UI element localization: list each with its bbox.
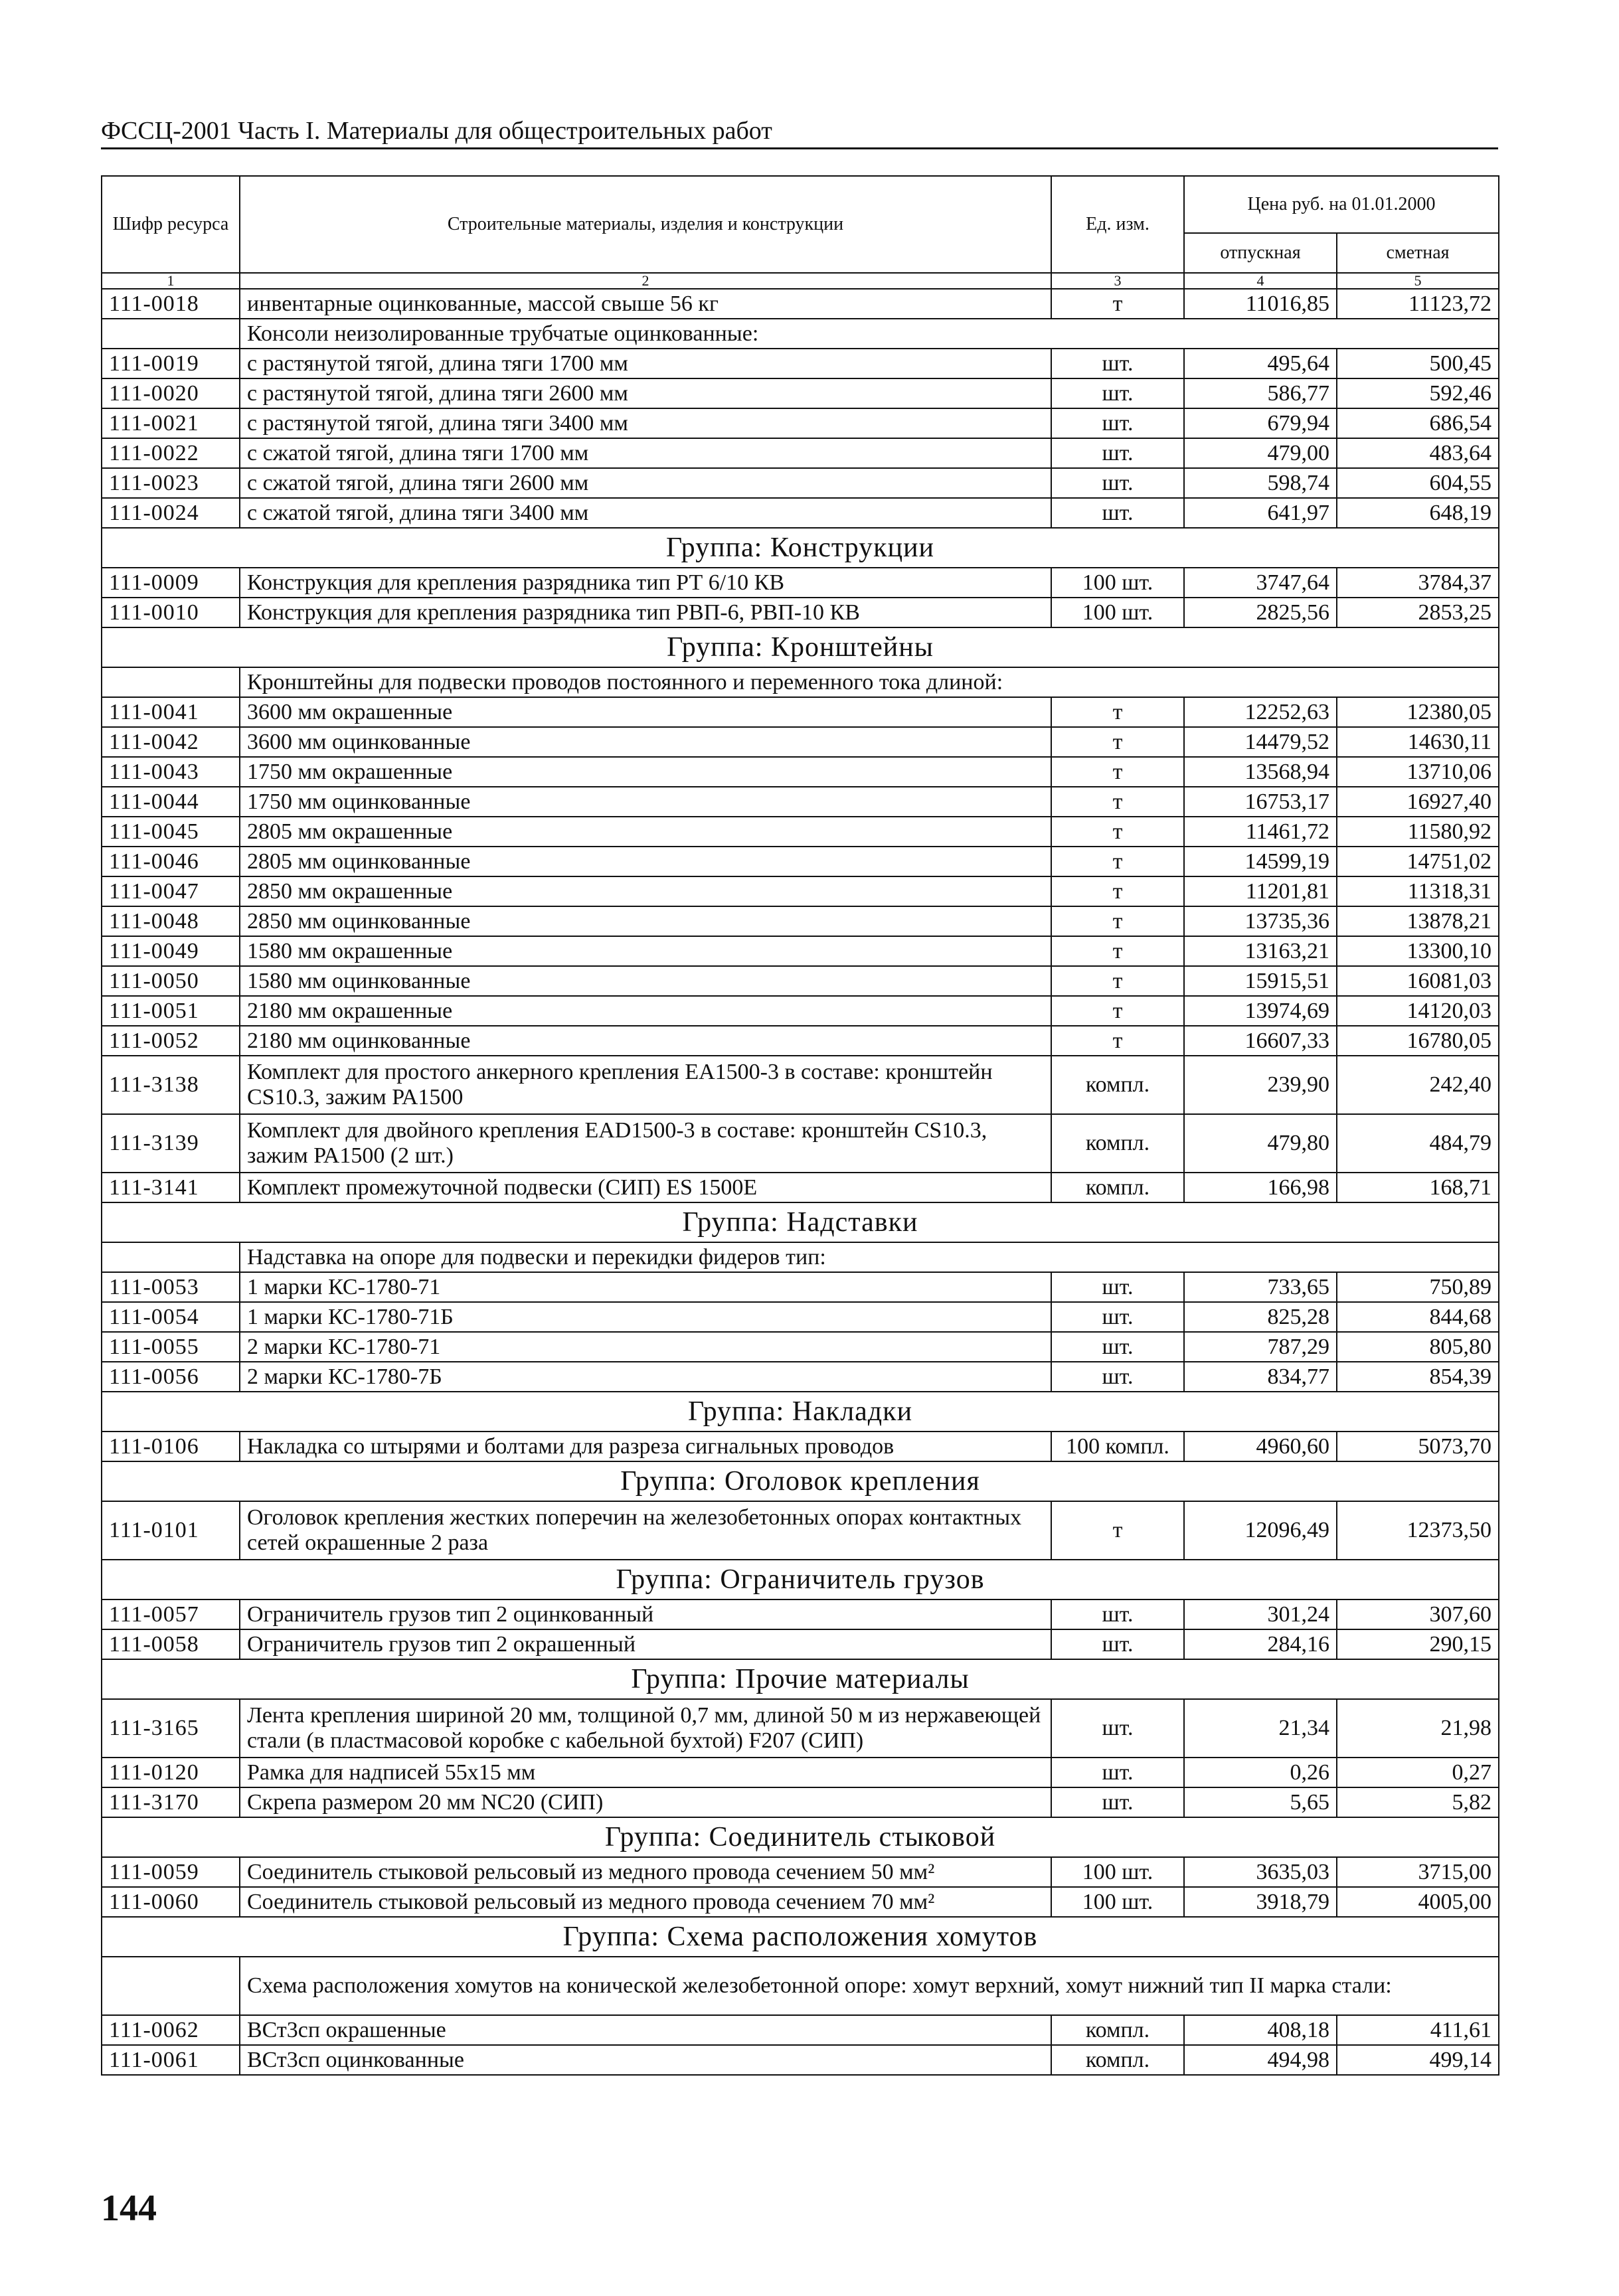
resource-code: 111-0051: [102, 996, 240, 1026]
table-row: [102, 1302, 1499, 1332]
item-name: 1580 мм окрашенные: [240, 936, 1051, 966]
header-name: Строительные материалы, изделия и конструкции: [240, 176, 1051, 273]
release-price: 11201,81: [1184, 876, 1337, 906]
release-price: 834,77: [1184, 1362, 1337, 1392]
group-heading-row: [102, 1817, 1499, 1857]
resource-code: 111-0020: [102, 378, 240, 408]
resource-code: 111-0055: [102, 1332, 240, 1362]
resource-code: 111-0101: [102, 1501, 240, 1560]
unit-of-measure: шт.: [1051, 1332, 1184, 1362]
estimate-price: 854,39: [1337, 1362, 1499, 1392]
table-row: [102, 408, 1499, 438]
unit-of-measure: т: [1051, 757, 1184, 787]
column-number: 1: [102, 273, 240, 289]
release-price: 598,74: [1184, 468, 1337, 498]
release-price: 2825,56: [1184, 598, 1337, 627]
item-name: Ограничитель грузов тип 2 окрашенный: [240, 1629, 1051, 1659]
unit-of-measure: т: [1051, 936, 1184, 966]
table-row: [102, 936, 1499, 966]
resource-code: 111-0057: [102, 1599, 240, 1629]
group-heading: Группа: Надставки: [102, 1202, 1499, 1242]
release-price: 586,77: [1184, 378, 1337, 408]
item-name: 2805 мм оцинкованные: [240, 847, 1051, 876]
resource-code: 111-0019: [102, 349, 240, 378]
estimate-price: 12373,50: [1337, 1501, 1499, 1560]
table-row: [102, 787, 1499, 817]
estimate-price: 500,45: [1337, 349, 1499, 378]
item-name: с сжатой тягой, длина тяги 2600 мм: [240, 468, 1051, 498]
table-row: [102, 289, 1499, 319]
resource-code: 111-0058: [102, 1629, 240, 1659]
table-row: [102, 1787, 1499, 1817]
subheading-row: [102, 319, 1499, 349]
estimate-price: 11580,92: [1337, 817, 1499, 847]
unit-of-measure: 100 шт.: [1051, 1887, 1184, 1917]
unit-of-measure: т: [1051, 697, 1184, 727]
estimate-price: 5,82: [1337, 1787, 1499, 1817]
estimate-price: 13300,10: [1337, 936, 1499, 966]
column-number: 5: [1337, 273, 1499, 289]
table-row: [102, 1758, 1499, 1787]
estimate-price: 11318,31: [1337, 876, 1499, 906]
unit-of-measure: шт.: [1051, 1699, 1184, 1758]
estimate-price: 686,54: [1337, 408, 1499, 438]
unit-of-measure: шт.: [1051, 498, 1184, 528]
estimate-price: 2853,25: [1337, 598, 1499, 627]
unit-of-measure: т: [1051, 876, 1184, 906]
table-row: [102, 876, 1499, 906]
resource-code: 111-3138: [102, 1056, 240, 1114]
table-row: [102, 1699, 1499, 1758]
item-name: Рамка для надписей 55х15 мм: [240, 1758, 1051, 1787]
release-price: 16607,33: [1184, 1026, 1337, 1056]
table-row: [102, 727, 1499, 757]
release-price: 733,65: [1184, 1272, 1337, 1302]
unit-of-measure: 100 шт.: [1051, 568, 1184, 598]
group-heading: Группа: Конструкции: [102, 528, 1499, 568]
table-row: [102, 2015, 1499, 2045]
price-table: [101, 175, 1499, 2076]
release-price: 11461,72: [1184, 817, 1337, 847]
table-row: [102, 1173, 1499, 1202]
unit-of-measure: т: [1051, 787, 1184, 817]
table-row: [102, 2045, 1499, 2075]
estimate-price: 483,64: [1337, 438, 1499, 468]
estimate-price: 168,71: [1337, 1173, 1499, 1202]
item-name: с сжатой тягой, длина тяги 3400 мм: [240, 498, 1051, 528]
group-heading-row: [102, 1392, 1499, 1432]
item-name: 2 марки КС-1780-71: [240, 1332, 1051, 1362]
item-name: с растянутой тягой, длина тяги 1700 мм: [240, 349, 1051, 378]
resource-code: 111-0059: [102, 1857, 240, 1887]
unit-of-measure: шт.: [1051, 1758, 1184, 1787]
item-name: Соединитель стыковой рельсовый из медного провода сечением 50 мм²: [240, 1857, 1051, 1887]
estimate-price: 21,98: [1337, 1699, 1499, 1758]
group-heading-row: [102, 1659, 1499, 1699]
table-row: [102, 468, 1499, 498]
unit-of-measure: шт.: [1051, 438, 1184, 468]
resource-code: 111-0047: [102, 876, 240, 906]
estimate-price: 14751,02: [1337, 847, 1499, 876]
group-heading-row: [102, 1461, 1499, 1501]
estimate-price: 12380,05: [1337, 697, 1499, 727]
unit-of-measure: шт.: [1051, 1362, 1184, 1392]
table-row: [102, 1887, 1499, 1917]
estimate-price: 844,68: [1337, 1302, 1499, 1332]
column-number: 4: [1184, 273, 1337, 289]
unit-of-measure: т: [1051, 1026, 1184, 1056]
group-heading: Группа: Накладки: [102, 1392, 1499, 1432]
item-name: 1 марки КС-1780-71: [240, 1272, 1051, 1302]
estimate-price: 592,46: [1337, 378, 1499, 408]
table-row: [102, 1362, 1499, 1392]
unit-of-measure: компл.: [1051, 2045, 1184, 2075]
group-heading-row: [102, 627, 1499, 667]
resource-code: 111-0049: [102, 936, 240, 966]
estimate-price: 484,79: [1337, 1114, 1499, 1173]
unit-of-measure: шт.: [1051, 408, 1184, 438]
resource-code: 111-0050: [102, 966, 240, 996]
estimate-price: 14120,03: [1337, 996, 1499, 1026]
release-price: 4960,60: [1184, 1432, 1337, 1461]
group-heading: Группа: Кронштейны: [102, 627, 1499, 667]
unit-of-measure: шт.: [1051, 1629, 1184, 1659]
unit-of-measure: шт.: [1051, 1302, 1184, 1332]
unit-of-measure: шт.: [1051, 468, 1184, 498]
group-heading: Группа: Схема расположения хомутов: [102, 1917, 1499, 1957]
table-row: [102, 378, 1499, 408]
column-number: 2: [240, 273, 1051, 289]
release-price: 408,18: [1184, 2015, 1337, 2045]
resource-code: 111-0054: [102, 1302, 240, 1332]
resource-code: 111-0042: [102, 727, 240, 757]
resource-code: 111-0024: [102, 498, 240, 528]
estimate-price: 13878,21: [1337, 906, 1499, 936]
release-price: 0,26: [1184, 1758, 1337, 1787]
item-name: 2850 мм окрашенные: [240, 876, 1051, 906]
estimate-price: 5073,70: [1337, 1432, 1499, 1461]
table-row: [102, 1332, 1499, 1362]
release-price: 11016,85: [1184, 289, 1337, 319]
item-name: Ограничитель грузов тип 2 оцинкованный: [240, 1599, 1051, 1629]
unit-of-measure: т: [1051, 906, 1184, 936]
group-heading-row: [102, 1917, 1499, 1957]
header-code: Шифр ресурса: [102, 176, 240, 273]
item-name: с сжатой тягой, длина тяги 1700 мм: [240, 438, 1051, 468]
release-price: 494,98: [1184, 2045, 1337, 2075]
item-name: 1 марки КС-1780-71Б: [240, 1302, 1051, 1332]
document-header: ФССЦ-2001 Часть I. Материалы для общестроительных работ: [101, 116, 1498, 149]
release-price: 284,16: [1184, 1629, 1337, 1659]
unit-of-measure: т: [1051, 727, 1184, 757]
unit-of-measure: 100 шт.: [1051, 598, 1184, 627]
unit-of-measure: т: [1051, 817, 1184, 847]
unit-of-measure: шт.: [1051, 1272, 1184, 1302]
release-price: 13568,94: [1184, 757, 1337, 787]
unit-of-measure: т: [1051, 847, 1184, 876]
item-name: Скрепа размером 20 мм NC20 (СИП): [240, 1787, 1051, 1817]
estimate-price: 648,19: [1337, 498, 1499, 528]
estimate-price: 13710,06: [1337, 757, 1499, 787]
item-name: 2180 мм оцинкованные: [240, 1026, 1051, 1056]
table-row: [102, 1026, 1499, 1056]
resource-code: 111-3165: [102, 1699, 240, 1758]
item-name: с растянутой тягой, длина тяги 2600 мм: [240, 378, 1051, 408]
table-row: [102, 1599, 1499, 1629]
resource-code: 111-0010: [102, 598, 240, 627]
item-name: Комплект промежуточной подвески (СИП) ES 1500E: [240, 1173, 1051, 1202]
item-name: Накладка со штырями и болтами для разреза сигнальных проводов: [240, 1432, 1051, 1461]
estimate-price: 16927,40: [1337, 787, 1499, 817]
resource-code: 111-0061: [102, 2045, 240, 2075]
table-row: [102, 598, 1499, 627]
subheading-text: Надставка на опоре для подвески и перекидки фидеров тип:: [240, 1242, 1499, 1272]
release-price: 166,98: [1184, 1173, 1337, 1202]
estimate-price: 0,27: [1337, 1758, 1499, 1787]
item-name: 1580 мм оцинкованные: [240, 966, 1051, 996]
release-price: 14479,52: [1184, 727, 1337, 757]
item-name: Конструкция для крепления разрядника тип РВП-6, РВП-10 КВ: [240, 598, 1051, 627]
estimate-price: 499,14: [1337, 2045, 1499, 2075]
release-price: 13735,36: [1184, 906, 1337, 936]
subheading-row: [102, 667, 1499, 697]
estimate-price: 242,40: [1337, 1056, 1499, 1114]
resource-code: 111-0046: [102, 847, 240, 876]
table-row: [102, 1056, 1499, 1114]
resource-code: 111-0009: [102, 568, 240, 598]
group-heading: Группа: Соединитель стыковой: [102, 1817, 1499, 1857]
resource-code: 111-0045: [102, 817, 240, 847]
resource-code: 111-0052: [102, 1026, 240, 1056]
estimate-price: 14630,11: [1337, 727, 1499, 757]
resource-code: 111-0056: [102, 1362, 240, 1392]
item-name: Комплект для простого анкерного крепления ЕА1500-3 в составе: кронштейн CS10.3, зажим РА1500: [240, 1056, 1051, 1114]
header-release-price: отпускная: [1184, 233, 1337, 273]
group-heading-row: [102, 1560, 1499, 1599]
estimate-price: 11123,72: [1337, 289, 1499, 319]
resource-code: 111-0041: [102, 697, 240, 727]
group-heading-row: [102, 1202, 1499, 1242]
table-row: [102, 757, 1499, 787]
release-price: 21,34: [1184, 1699, 1337, 1758]
item-name: с растянутой тягой, длина тяги 3400 мм: [240, 408, 1051, 438]
estimate-price: 411,61: [1337, 2015, 1499, 2045]
unit-of-measure: шт.: [1051, 349, 1184, 378]
subheading-text: Консоли неизолированные трубчатые оцинкованные:: [240, 319, 1499, 349]
table-row: [102, 1432, 1499, 1461]
table-row: [102, 847, 1499, 876]
item-name: Комплект для двойного крепления EAD1500-3 в составе: кронштейн CS10.3, зажим РА1500 (2 шт.): [240, 1114, 1051, 1173]
unit-of-measure: компл.: [1051, 1056, 1184, 1114]
table-row: [102, 498, 1499, 528]
empty-code-cell: [102, 1957, 240, 2015]
resource-code: 111-0048: [102, 906, 240, 936]
table-row: [102, 349, 1499, 378]
table-row: [102, 966, 1499, 996]
release-price: 12096,49: [1184, 1501, 1337, 1560]
item-name: Лента крепления шириной 20 мм, толщиной 0,7 мм, длиной 50 м из нержавеющей стали (в пластмасовой коробке с кабельной бухтой) F207 (СИП): [240, 1699, 1051, 1758]
release-price: 15915,51: [1184, 966, 1337, 996]
release-price: 3918,79: [1184, 1887, 1337, 1917]
group-heading: Группа: Прочие материалы: [102, 1659, 1499, 1699]
table-row: [102, 438, 1499, 468]
release-price: 239,90: [1184, 1056, 1337, 1114]
estimate-price: 16780,05: [1337, 1026, 1499, 1056]
resource-code: 111-0044: [102, 787, 240, 817]
resource-code: 111-3141: [102, 1173, 240, 1202]
item-name: 1750 мм окрашенные: [240, 757, 1051, 787]
release-price: 787,29: [1184, 1332, 1337, 1362]
release-price: 5,65: [1184, 1787, 1337, 1817]
table-row: [102, 1114, 1499, 1173]
item-name: ВСт3сп окрашенные: [240, 2015, 1051, 2045]
table-row: [102, 906, 1499, 936]
resource-code: 111-0018: [102, 289, 240, 319]
unit-of-measure: т: [1051, 966, 1184, 996]
table-row: [102, 817, 1499, 847]
release-price: 3747,64: [1184, 568, 1337, 598]
item-name: инвентарные оцинкованные, массой свыше 56 кг: [240, 289, 1051, 319]
resource-code: 111-0043: [102, 757, 240, 787]
group-heading-row: [102, 528, 1499, 568]
resource-code: 111-0106: [102, 1432, 240, 1461]
unit-of-measure: т: [1051, 1501, 1184, 1560]
subheading-text: Схема расположения хомутов на конической железобетонной опоре: хомут верхний, хомут нижний тип II марка стали:: [240, 1957, 1499, 2015]
resource-code: 111-0120: [102, 1758, 240, 1787]
unit-of-measure: т: [1051, 996, 1184, 1026]
release-price: 12252,63: [1184, 697, 1337, 727]
item-name: 3600 мм окрашенные: [240, 697, 1051, 727]
empty-code-cell: [102, 319, 240, 349]
item-name: Оголовок крепления жестких поперечин на железобетонных опорах контактных сетей окрашенные 2 раза: [240, 1501, 1051, 1560]
unit-of-measure: шт.: [1051, 1599, 1184, 1629]
column-number: 3: [1051, 273, 1184, 289]
release-price: 13974,69: [1184, 996, 1337, 1026]
group-heading: Группа: Оголовок крепления: [102, 1461, 1499, 1501]
table-row: [102, 1857, 1499, 1887]
group-heading: Группа: Ограничитель грузов: [102, 1560, 1499, 1599]
resource-code: 111-0053: [102, 1272, 240, 1302]
empty-code-cell: [102, 1242, 240, 1272]
table-body: [102, 289, 1499, 2075]
release-price: 641,97: [1184, 498, 1337, 528]
table-row: [102, 697, 1499, 727]
unit-of-measure: компл.: [1051, 1173, 1184, 1202]
table-row: [102, 1629, 1499, 1659]
unit-of-measure: т: [1051, 289, 1184, 319]
subheading-row: [102, 1242, 1499, 1272]
item-name: Конструкция для крепления разрядника тип РТ 6/10 КВ: [240, 568, 1051, 598]
header-price: Цена руб. на 01.01.2000: [1184, 176, 1499, 233]
release-price: 679,94: [1184, 408, 1337, 438]
resource-code: 111-0022: [102, 438, 240, 468]
table-row: [102, 1272, 1499, 1302]
subheading-row: [102, 1957, 1499, 2015]
unit-of-measure: 100 шт.: [1051, 1857, 1184, 1887]
item-name: ВСт3сп оцинкованные: [240, 2045, 1051, 2075]
unit-of-measure: компл.: [1051, 2015, 1184, 2045]
table-row: [102, 996, 1499, 1026]
estimate-price: 4005,00: [1337, 1887, 1499, 1917]
item-name: 2805 мм окрашенные: [240, 817, 1051, 847]
estimate-price: 805,80: [1337, 1332, 1499, 1362]
release-price: 825,28: [1184, 1302, 1337, 1332]
release-price: 301,24: [1184, 1599, 1337, 1629]
release-price: 16753,17: [1184, 787, 1337, 817]
estimate-price: 3715,00: [1337, 1857, 1499, 1887]
release-price: 13163,21: [1184, 936, 1337, 966]
item-name: 2180 мм окрашенные: [240, 996, 1051, 1026]
resource-code: 111-0060: [102, 1887, 240, 1917]
unit-of-measure: шт.: [1051, 1787, 1184, 1817]
unit-of-measure: шт.: [1051, 378, 1184, 408]
release-price: 479,00: [1184, 438, 1337, 468]
resource-code: 111-0062: [102, 2015, 240, 2045]
item-name: 2850 мм оцинкованные: [240, 906, 1051, 936]
table-row: [102, 568, 1499, 598]
unit-of-measure: компл.: [1051, 1114, 1184, 1173]
empty-code-cell: [102, 667, 240, 697]
estimate-price: 307,60: [1337, 1599, 1499, 1629]
header-unit: Ед. изм.: [1051, 176, 1184, 273]
resource-code: 111-0023: [102, 468, 240, 498]
estimate-price: 290,15: [1337, 1629, 1499, 1659]
resource-code: 111-3170: [102, 1787, 240, 1817]
release-price: 479,80: [1184, 1114, 1337, 1173]
estimate-price: 604,55: [1337, 468, 1499, 498]
item-name: 1750 мм оцинкованные: [240, 787, 1051, 817]
estimate-price: 750,89: [1337, 1272, 1499, 1302]
release-price: 14599,19: [1184, 847, 1337, 876]
release-price: 495,64: [1184, 349, 1337, 378]
page-number: 144: [101, 2188, 157, 2229]
header-estimate-price: сметная: [1337, 233, 1499, 273]
table-row: [102, 1501, 1499, 1560]
resource-code: 111-3139: [102, 1114, 240, 1173]
item-name: 3600 мм оцинкованные: [240, 727, 1051, 757]
item-name: Соединитель стыковой рельсовый из медного провода сечением 70 мм²: [240, 1887, 1051, 1917]
item-name: 2 марки КС-1780-7Б: [240, 1362, 1051, 1392]
unit-of-measure: 100 компл.: [1051, 1432, 1184, 1461]
release-price: 3635,03: [1184, 1857, 1337, 1887]
estimate-price: 16081,03: [1337, 966, 1499, 996]
resource-code: 111-0021: [102, 408, 240, 438]
subheading-text: Кронштейны для подвески проводов постоянного и переменного тока длиной:: [240, 667, 1499, 697]
estimate-price: 3784,37: [1337, 568, 1499, 598]
